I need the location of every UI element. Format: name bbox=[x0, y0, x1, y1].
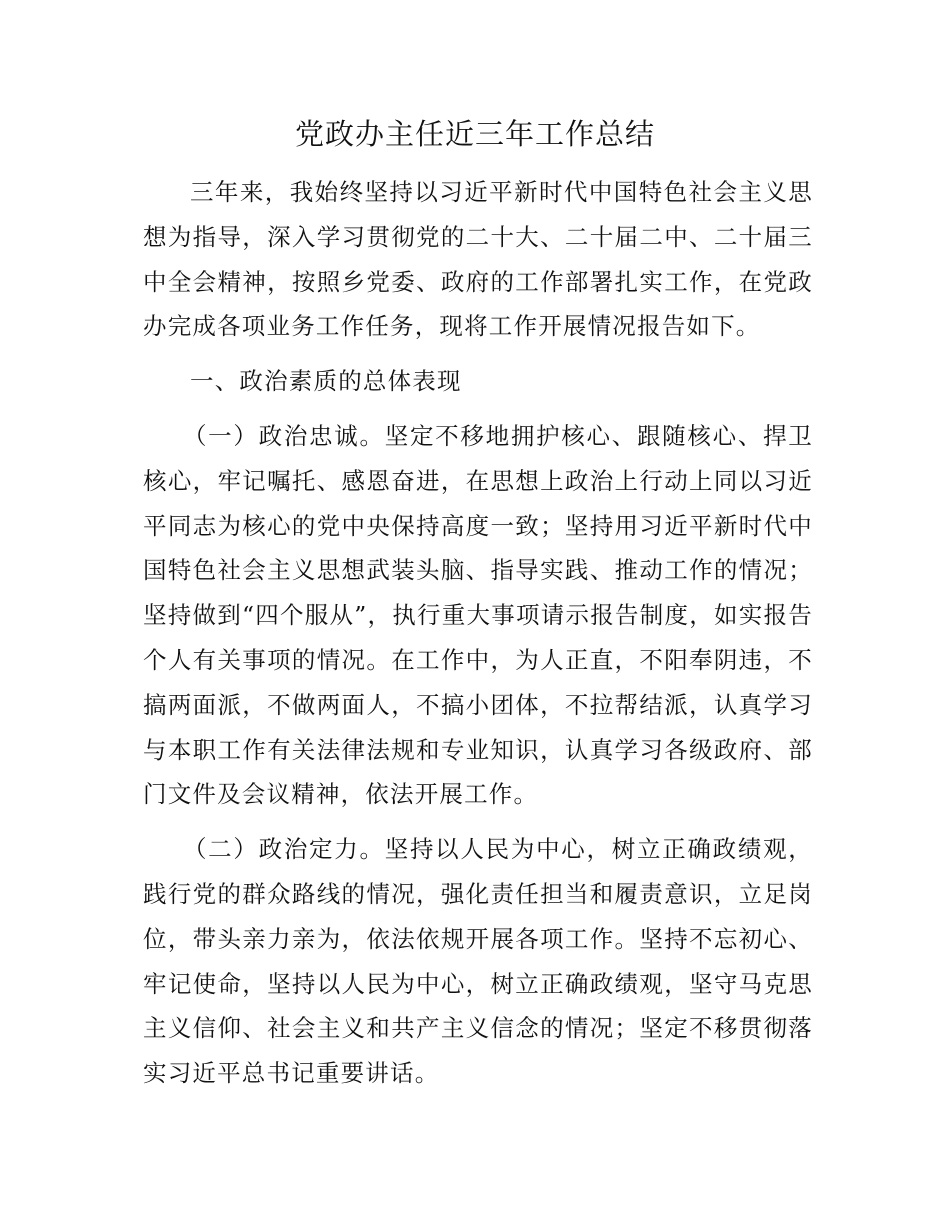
intro-paragraph: 三年来，我始终坚持以习近平新时代中国特色社会主义思想为指导，深入学习贯彻党的二十大、二十届二中、二十届三中全会精神，按照乡党委、政府的工作部署扎实工作，在党政办完成各项业务工作任务，现将工作开展情况报告如下。 bbox=[143, 178, 813, 341]
document-body bbox=[143, 170, 813, 1096]
paragraph-political-determination: （二）政治定力。坚持以人民为中心，树立正确政绩观，践行党的群众路线的情况，强化责任担当和履责意识，立足岗位，带头亲力亲为，依法依规开展各项工作。坚持不忘初心、牢记使命，坚持以人民为中心，树立正确政绩观，坚守马克思主义信仰、社会主义和共产主义信念的情况；坚定不移贯彻落实习近平总书记重要讲话。 bbox=[143, 835, 813, 1088]
section-heading-political-quality: 一、政治素质的总体表现 bbox=[190, 367, 462, 396]
paragraph-political-loyalty: （一）政治忠诚。坚定不移地拥护核心、跟随核心、捍卫核心，牢记嘱托、感恩奋进，在思想上政治上行动上同以习近平同志为核心的党中央保持高度一致；坚持用习近平新时代中国特色社会主义思想武装头脑、指导实践、推动工作的情况；坚持做到“四个服从”，执行重大事项请示报告制度，如实报告个人有关事项的情况。在工作中，为人正直，不阳奉阴违，不搞两面派，不做两面人，不搞小团体，不拉帮结派，认真学习与本职工作有关法律法规和专业知识，认真学习各级政府、部门文件及会议精神，依法开展工作。 bbox=[143, 421, 813, 809]
document-title: 党政办主任近三年工作总结 bbox=[294, 117, 655, 151]
